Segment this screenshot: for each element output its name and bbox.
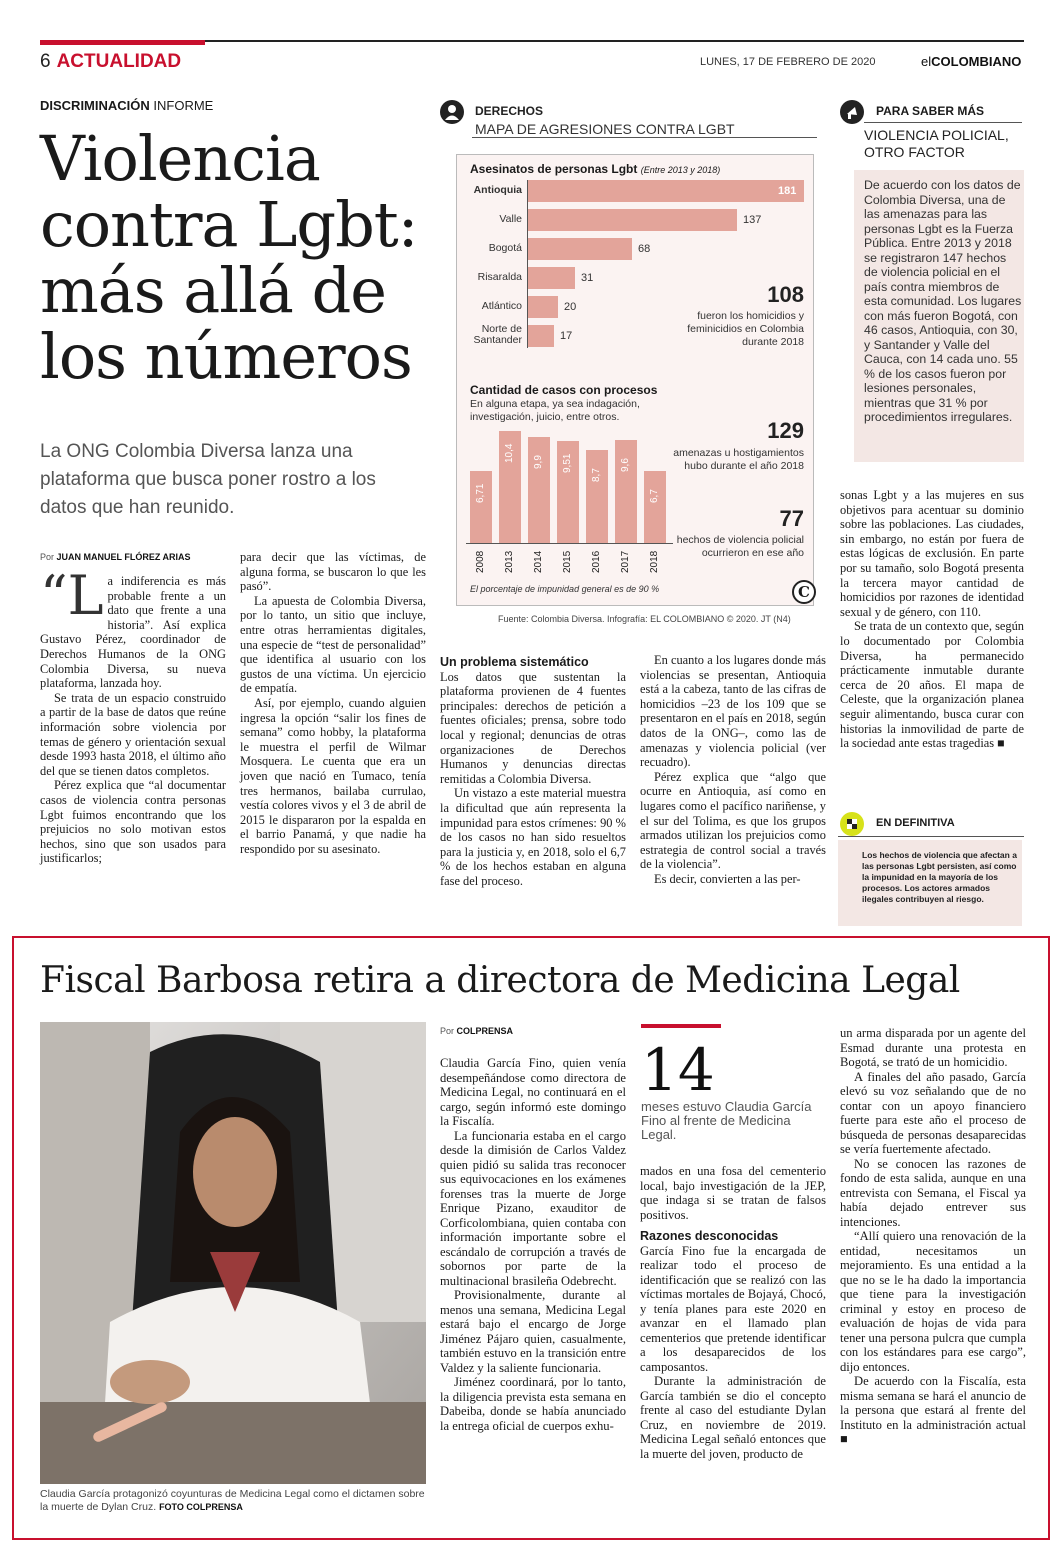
drop-cap: “L — [40, 564, 104, 627]
page-number: 6 — [40, 51, 51, 72]
sidebar-title: VIOLENCIA POLICIAL, OTRO FACTOR — [864, 127, 1009, 160]
sidebar-text: De acuerdo con los datos de Colombia Diversa, una de las amenazas para las personas Lgbt es la Fuerza Pública. Entre 2013 y 2018 se registraron 147 hechos de violencia policial en el país contra miembros de esta comunidad. Los lugares con más fueron Bogotá, con 46 casos, Antioquia, con 30, y Santander y Valle del Cauca, con 14 cada uno. 55 % de los casos fueron por lesiones personales, mientras que 31 % por procedimientos irregulares. — [864, 178, 1022, 424]
story2-subheading: Razones desconocidas — [640, 1229, 779, 1243]
photo-credit: FOTO COLPRENSA — [159, 1502, 243, 1512]
story-column-5: sonas Lgbt y a las mujeres en sus objetivos para acentuar su dominio sobre las poblaciones. Las ciudades, sin embargo, no están por fuera de estas lógicas de exclusión. En parte por su tamaño, solo Bogotá presenta la tercera mayor cantidad de homicidios por razones de identidad sexual y de género, con 110. Se trata de un contexto que, según lo documentado por Colombia Diversa, ha permanecido prácticamente inmutable durante cerca de 20 años. El mapa de Celeste, que la organización planea seguir alimentando, busca curar con historias la inmovilidad de parte de la sociedad ante estas tragedias ■ — [840, 488, 1024, 751]
story2-byline: Por COLPRENSA — [440, 1026, 514, 1036]
infographic-section: DERECHOS — [475, 104, 544, 118]
hbar-label: Valle — [499, 213, 522, 225]
chart2-title: Cantidad de casos con procesos — [470, 383, 658, 397]
story-column-3: Un problema sistemático Los datos que sustentan la plataforma provienen de 4 fuentes principales: derechos de petición a fuentes oficiales; prensa, sobre todo local y regional; denuncias de otras organizaciones de Derechos Humanos y denuncias directas remitidas a Colombia Diversa. Un vistazo a este material muestra la dificultad que aún representa la impunidad para estos crímenes: 90 % de los casos no han sido resueltos para la justicia y, en 2018, solo el 6,7 % de los hechos estaban en alguna fase del proceso. — [440, 655, 626, 888]
hbar-label: Antioquia — [473, 184, 522, 196]
big-number-text: meses estuvo Claudia García Fino al frente de Medicina Legal. — [641, 1099, 812, 1142]
colombiano-c-icon: C — [792, 580, 816, 604]
infographic-title: MAPA DE AGRESIONES CONTRA LGBT — [475, 121, 735, 137]
conclusion-label: EN DEFINITIVA — [876, 817, 955, 829]
chart-footnote: El porcentaje de impunidad general es de 90 % — [470, 584, 660, 594]
vbar-value: 9,6 — [620, 458, 631, 472]
hbar-value: 137 — [743, 214, 762, 226]
hbar-value: 31 — [581, 272, 594, 284]
story2-column-1: Claudia García Fino, quien venía desempeñándose como directora de Medicina Legal, no continuará en el cargo, según informó este domingo la Fiscalía. La funcionaria estaba en el cargo desde la dimisión de Carlos Valdez quien pidió su salida tras reconocer sus equivocaciones en los exámenes forenses tras la muerte de Jorge Enrique Pizano, exauditor de Corficolombiana, quien contaba con información importante sobre el escándalo de corrupción a través de sobornos por parte de la multinacional brasileña Odebrecht. Provisionalmente, durante al menos una semana, Medicina Legal estará bajo el encargo de Jorge Jiménez Pájaro quien, casualmente, también estuvo en la transición entre Valdez y la saliente funcionaria. Jiménez coordinará, por lo tanto, la diligencia prevista esta semana en Dabeiba, donde se había anunciado la entrega oficial de cuerpos exhu- — [440, 1056, 626, 1433]
cases-bar-chart — [466, 425, 676, 585]
hbar-axis — [527, 180, 528, 348]
vbar-value: 9,9 — [533, 455, 544, 469]
hbar-value: 20 — [564, 301, 577, 313]
hbar-value: 181 — [778, 185, 797, 197]
vbar — [528, 437, 550, 543]
hbar — [528, 238, 632, 260]
vbar-year: 2017 — [620, 550, 631, 573]
vbar-value: 6,71 — [475, 483, 486, 503]
stat-police-text: hechos de violencia policial ocurrieron en ese año — [676, 534, 804, 559]
section-header — [40, 51, 181, 73]
conclusion-rule — [838, 836, 1024, 837]
section-accent-bar — [40, 40, 205, 45]
vbar-axis — [466, 543, 673, 544]
number-accent-bar — [641, 1024, 721, 1028]
story-column-4: En cuanto a los lugares donde más violencias se presentan, Antioquia está a la cabeza, tanto de las cifras de homicidios –23 de los 109 que se presentaron en el país en 2018, según datos de la ONG–, como las de amenazas y violencia policial (ver recuadro). Pérez explica que “algo que ocurre en Antioquia, así como en lugares como el pacífico nariñense, y el sur del Tolima, es que los grupos armados utilizan los prejuicios como estrategia de control social a través de la violencia”. Es decir, convierten a las per- — [640, 653, 826, 886]
vbar-value: 10,4 — [504, 443, 515, 463]
section-name: ACTUALIDAD — [56, 51, 182, 72]
story-column-1: “La indiferencia es más probable frente a un dato que frente a una historia”. Así explica Gustavo Pérez, coordinador de Derechos Humanos de la ONG Colombia Diversa, su nueva plataforma, lanzada hoy. Se trata de un espacio construido a partir de la base de datos que reúne información sobre violencia por temas de género y orientación sexual desde 1993 hasta 2018, el último año del que se tienen datos completos. Pérez explica que “al documentar casos de violencia contra personas Lgbt fuimos encontrando que los prejuicios no solo motivan estos hechos, sino que son usados para justificarlos; — [40, 564, 226, 866]
stat-threats-text: amenazas u hostigamientos hubo durante el año 2018 — [673, 447, 804, 472]
big-number: 14 — [641, 1036, 715, 1104]
vbar-year: 2015 — [562, 550, 573, 573]
checkers-icon — [840, 812, 864, 836]
photo-claudia-garcia — [40, 1022, 426, 1484]
story2-headline: Fiscal Barbosa retira a directora de Medicina Legal — [40, 960, 960, 1001]
vbar-year: 2018 — [649, 550, 660, 573]
issue-date: LUNES, 17 DE FEBRERO DE 2020 — [700, 56, 876, 68]
story-kicker: DISCRIMINACIÓN INFORME — [40, 98, 214, 113]
megaphone-icon — [840, 100, 864, 124]
story-deck: La ONG Colombia Diversa lanza una plataforma que busca poner rostro a los datos que han reunido. — [40, 441, 376, 518]
story2-column-2: mados en una fosa del cementerio local, bajo investigación de la JEP, que indaga si se tratan de falsos positivos. Razones desconocidas García Fino fue la encargada de realizar todo el proceso de identificación que se realizó con las víctimas mortales de Bojayá, Chocó, y tenía planes para este 2020 en avanzar en el llamado plan cementerios que pretende identificar a los desaparecidos de los camposantos. Durante la administración de García también se dio el concepto frente al caso del estudiante Dylan Cruz, en noviembre de 2019. Medicina Legal señaló entonces que la muerte del joven, producto de — [640, 1164, 826, 1461]
hbar-label: Risaralda — [477, 271, 522, 283]
subheading: Un problema sistemático — [440, 655, 589, 669]
hbar — [528, 180, 804, 202]
hbar — [528, 209, 737, 231]
hbar-label: Norte de Santander — [473, 323, 522, 346]
vbar — [586, 450, 608, 543]
hbar-value: 68 — [638, 243, 651, 255]
vbar-year: 2016 — [591, 550, 602, 573]
vbar-value: 8,7 — [591, 468, 602, 482]
stat-homicides-text: fueron los homicidios y feminicidios en Colombia durante 2018 — [687, 310, 804, 348]
vbar-year: 2008 — [475, 550, 486, 573]
hbar — [528, 296, 558, 318]
newspaper-logo: elCOLOMBIANO — [921, 54, 1022, 69]
sidebar-rule — [864, 122, 1022, 123]
sidebar-label: PARA SABER MÁS — [876, 104, 985, 118]
conclusion-text: Los hechos de violencia que afectan a las personas Lgbt persisten, así como la impunidad en la mayoría de los procesos. Los actores armados ilegales contribuyen al riesgo. — [862, 850, 1017, 904]
hbar-label: Atlántico — [481, 300, 522, 312]
vbar — [470, 471, 492, 543]
hbar-value: 17 — [560, 330, 573, 342]
stat-police-number: 77 — [779, 506, 804, 531]
vbar-year: 2013 — [504, 550, 515, 573]
infographic-source: Fuente: Colombia Diversa. Infografía: EL COLOMBIANO © 2020. JT (N4) — [498, 614, 791, 624]
hbar — [528, 325, 554, 347]
chart1-title: Asesinatos de personas Lgbt (Entre 2013 y 2018) — [470, 162, 721, 176]
story2-column-3: un arma disparada por un agente del Esmad durante una protesta en Bogotá, se trató de un homicidio. A finales del año pasado, García elevó su voz señalando que de no contar con un apoyo financiero fuerte para este año el proceso de búsqueda de personas desaparecidas se vería fuertemente afectado. No se conocen las razones de fondo de esta salida, aunque en una entrevista con Semana, el Fiscal ya había dejado entrever sus intenciones. “Allí quiero una renovación de la entidad, necesitamos un mejoramiento. Es una entidad a la que no se le ha dado la importancia que tiene para la investigación criminal y estoy en proceso de evaluación de hojas de vida para tener una persona pulcra que cumpla con los estándares para ese cargo”, dijo entonces. De acuerdo con la Fiscalía, esta misma semana se hará el anuncio de la persona que estará al frente del Instituto en la administración actual ■ — [840, 1026, 1026, 1446]
photo-caption: Claudia García protagonizó coyunturas de Medicina Legal como el dictamen sobre la muerte de Dylan Cruz. FOTO COLPRENSA — [40, 1488, 425, 1513]
story-column-2: para decir que las víctimas, de alguna forma, se buscaron lo que les pasó”. La apuesta de Colombia Diversa, por lo tanto, un sitio que incluye, entre otras herramientas digitales, una especie de “test de personalidad” que identifica al usuario con los gustos de una víctima. Un ejercicio de empatía. Así, por ejemplo, cuando alguien ingresa la opción “salir los fines de semana” como hobby, la plataforma le muestra el perfil de Wilmar Mosquera. Le cuenta que era un joven que nació en Tumaco, tenía tres hermanos, bailaba currulao, vestía colores vivos y el 3 de abril de 2015 le dispararon por la espalda en el barrio Panamá, y que nadie ha respondido por su asesinato. — [240, 550, 426, 856]
infographic-rule — [472, 137, 817, 138]
vbar — [615, 440, 637, 543]
vbar-year: 2014 — [533, 550, 544, 573]
hbar-label: Bogotá — [488, 242, 522, 254]
person-icon — [440, 100, 464, 124]
chart2-subtitle: En alguna etapa, ya sea indagación, investigación, juicio, entre otros. — [470, 398, 640, 423]
vbar-value: 6,7 — [649, 489, 660, 503]
story-headline: Violencia contra Lgbt: más allá de los números — [40, 122, 418, 393]
stat-homicides-number: 108 — [767, 282, 804, 307]
story-byline: Por JUAN MANUEL FLÓREZ ARIAS — [40, 552, 191, 562]
vbar-value: 9,51 — [562, 453, 573, 473]
hbar — [528, 267, 575, 289]
stat-threats-number: 129 — [767, 418, 804, 443]
